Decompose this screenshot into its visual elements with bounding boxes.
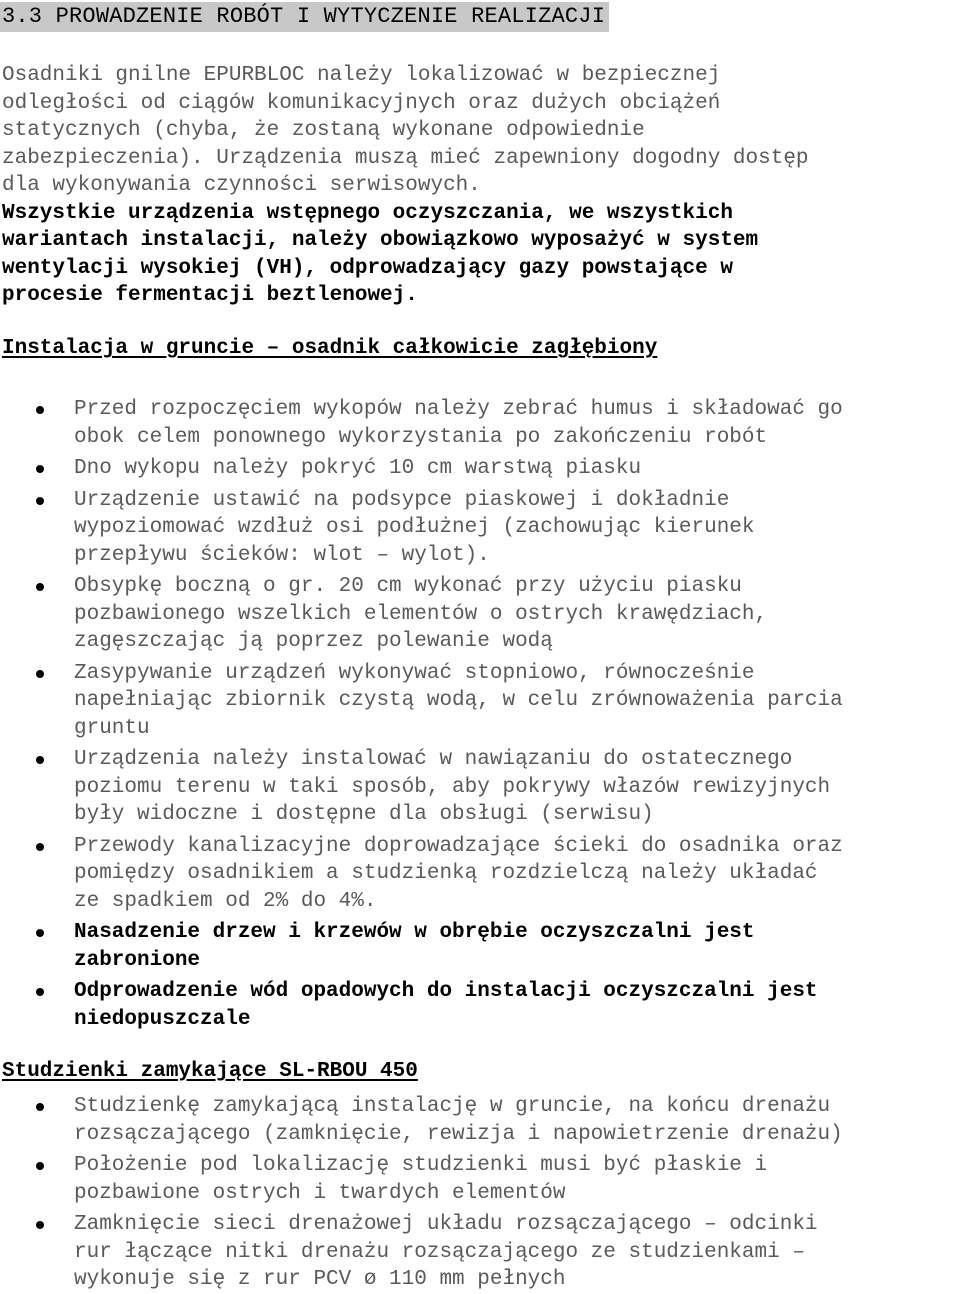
list-item-line: Urządzenia należy instalować w nawiązaniu do ostatecznego [74,748,793,771]
bullet-icon [36,406,44,414]
list-item [0,978,960,1033]
bullet-icon [36,843,44,851]
intro-bold-line: Wszystkie urządzenia wstępnego oczyszczania, we wszystkich [2,201,733,225]
list-item-line: Studzienkę zamykającą instalację w gruncie, na końcu drenażu [74,1095,831,1118]
list-item-line: wypoziomować wzdłuż osi podłużnej (zachowując kierunek [74,516,755,539]
intro-paragraph [2,62,960,310]
list-item [0,1093,960,1148]
subsection-heading-installation: Instalacja w gruncie – osadnik całkowicie zagłębiony [2,337,658,360]
list-item-line: Obsypkę boczną o gr. 20 cm wykonać przy użyciu piasku [74,575,742,598]
list-item [0,746,960,829]
list-item-line: Urządzenie ustawić na podsypce piaskowej i dokładnie [74,488,730,512]
list-item-line: gruntu [74,716,150,740]
list-item-line: niedopuszczale [74,1007,251,1031]
bullet-icon [36,670,44,678]
list-item-line: wykonuje się z rur PCV ø 110 mm pełnych [74,1268,566,1291]
installation-bullet-list [0,396,960,1033]
list-item-line: zagęszczając ją poprzez polewanie wodą [74,630,553,653]
list-item-line: pozbawionego wszelkich elementów o ostrych krawędziach, [74,602,768,626]
intro-bold-line: wariantach instalacji, należy obowiązkowo wyposażyć w system [2,229,759,252]
bullet-icon [36,756,44,764]
list-item [0,1211,960,1294]
intro-bold-line: wentylacji wysokiej (VH), odprowadzający gazy powstające w [2,256,733,280]
intro-line: dla wykonywania czynności serwisowych. [2,174,481,197]
list-item-line: pomiędzy osadnikiem a studzienką rozdzielczą należy układać [74,862,818,885]
list-item-line: napełniając zbiornik czystą wodą, w celu zrównoważenia parcia [74,689,843,712]
list-item-line: obok celem ponownego wykorzystania po zakończeniu robót [74,425,768,449]
intro-line: statycznych (chyba, że zostaną wykonane odpowiednie [2,119,645,142]
intro-line: odległości od ciągów komunikacyjnych oraz dużych obciążeń [2,91,721,115]
list-item [0,455,960,483]
list-item-line: Odprowadzenie wód opadowych do instalacji oczyszczalni jest [74,980,818,1003]
bullet-icon [36,1162,44,1170]
list-item-line: Zasypywanie urządzeń wykonywać stopniowo, równocześnie [74,661,755,685]
list-item-line: Zamknięcie sieci drenażowej układu rozsączającego – odcinki [74,1213,818,1236]
list-item [0,1152,960,1207]
bullet-icon [36,583,44,591]
list-item-line: Dno wykopu należy pokryć 10 cm warstwą piasku [74,457,642,480]
list-item-line: zabronione [74,948,201,972]
list-item [0,487,960,570]
list-item-line: Przewody kanalizacyjne doprowadzające ścieki do osadnika oraz [74,834,843,858]
list-item-line: rur łączące nitki drenażu rozsączającego ze studzienkami – [74,1240,805,1264]
intro-bold-line: procesie fermentacji beztlenowej. [2,284,418,307]
list-item [0,396,960,451]
bullet-icon [36,1221,44,1229]
bullet-icon [36,929,44,937]
list-item-line: przepływu ścieków: wlot – wylot). [74,543,490,567]
bullet-icon [36,1103,44,1111]
list-item-line: Przed rozpoczęciem wykopów należy zebrać humus i składować go [74,398,843,421]
manholes-bullet-list [0,1093,960,1294]
list-item-line: były widoczne i dostępne dla obsługi (serwisu) [74,803,654,826]
section-title: 3.3 PROWADZENIE ROBÓT I WYTYCZENIE REALIZACJI [0,2,609,32]
list-item-line: rozsączającego (zamknięcie, rewizja i napowietrzenie drenażu) [74,1122,843,1146]
intro-line: zabezpieczenia). Urządzenia muszą mieć zapewniony dogodny dostęp [2,146,809,170]
list-item-line: Położenie pod lokalizację studzienki musi być płaskie i [74,1154,768,1177]
bullet-icon [36,988,44,996]
list-item [0,573,960,656]
list-item [0,660,960,743]
bullet-icon [36,497,44,505]
list-item-line: pozbawione ostrych i twardych elementów [74,1181,566,1205]
list-item-line: ze spadkiem od 2% do 4%. [74,889,377,913]
list-item [0,833,960,916]
subsection-heading-manholes: Studzienki zamykające SL-RBOU 450 [2,1060,418,1083]
list-item [0,919,960,974]
bullet-icon [36,465,44,473]
list-item-line: poziomu terenu w taki sposób, aby pokrywy włazów rewizyjnych [74,775,831,799]
list-item-line: Nasadzenie drzew i krzewów w obrębie oczyszczalni jest [74,921,755,944]
intro-line: Osadniki gnilne EPURBLOC należy lokalizować w bezpiecznej [2,64,721,87]
